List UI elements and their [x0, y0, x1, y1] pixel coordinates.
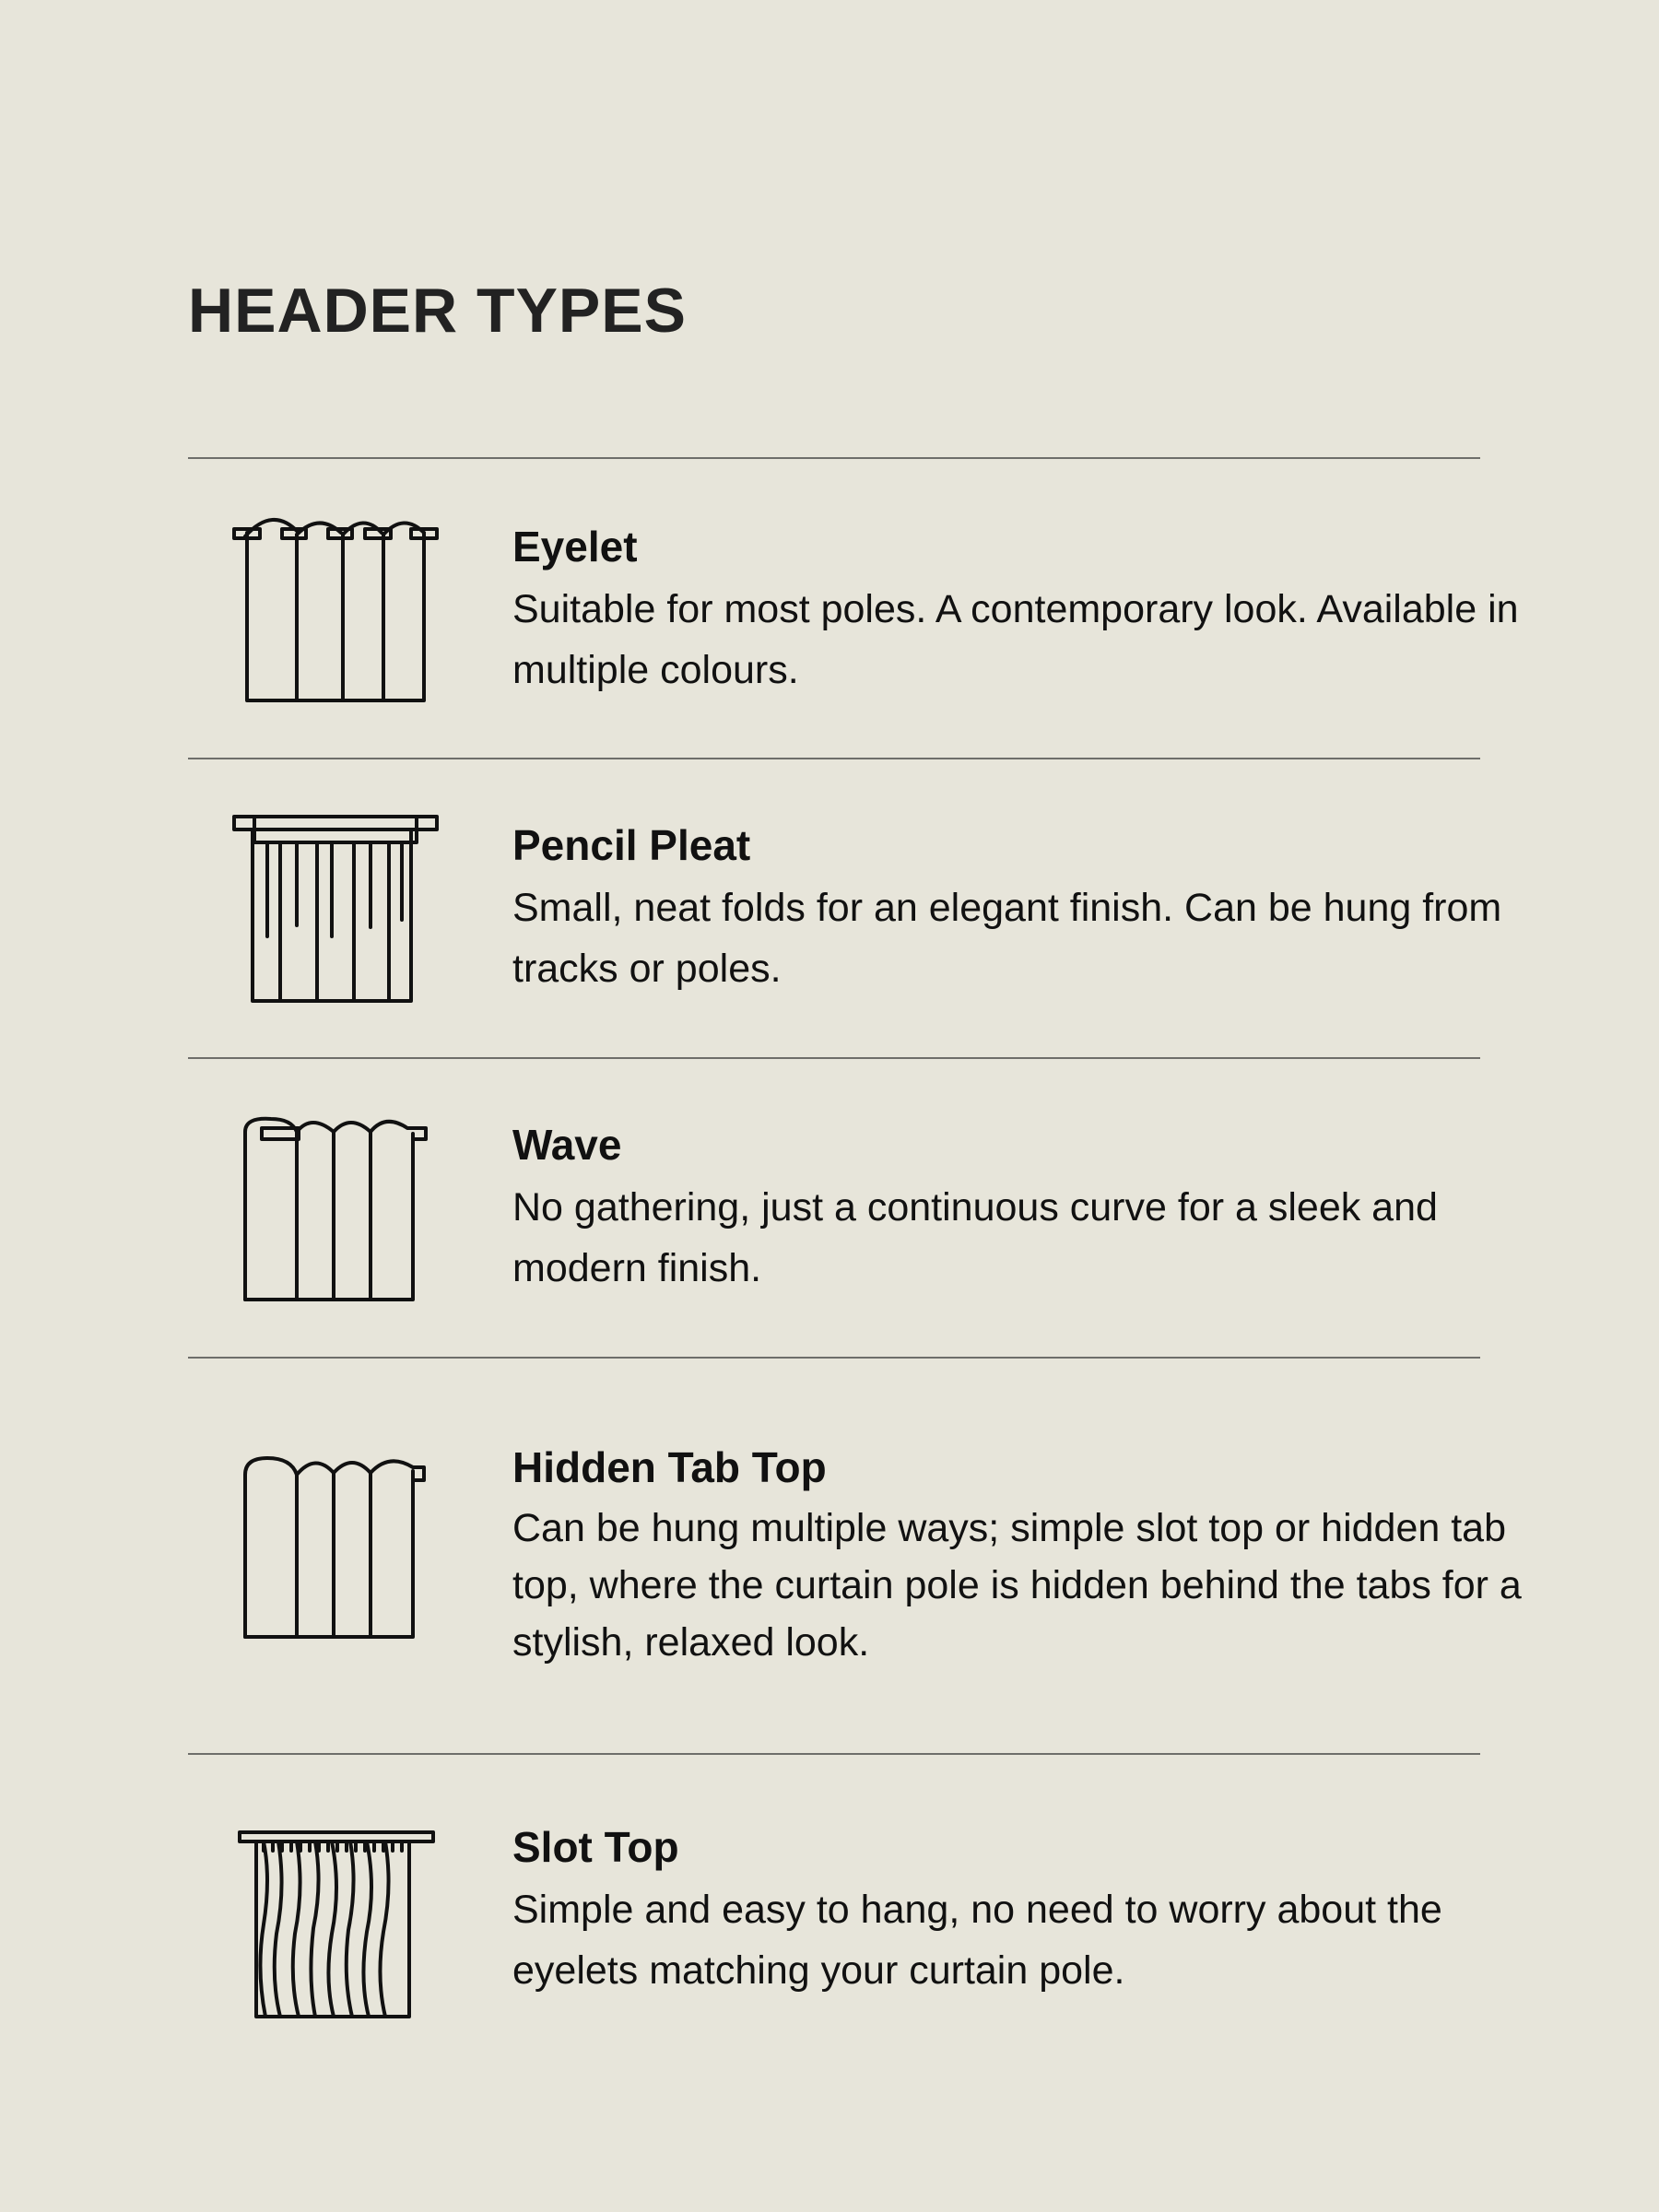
header-type-description: Can be hung multiple ways; simple slot top or hidden tab top, where the curtain pole is hidden behind the tabs for a stylish, relaxed look.	[512, 1506, 1522, 1665]
wave-curtain-icon	[227, 1106, 448, 1313]
header-type-description: Small, neat folds for an elegant finish. Can be hung from tracks or poles.	[512, 886, 1502, 991]
divider	[188, 1357, 1480, 1359]
header-type-title: Pencil Pleat	[512, 821, 751, 869]
divider	[188, 1057, 1480, 1059]
header-type-description: Simple and easy to hang, no need to worry about the eyelets matching your curtain pole.	[512, 1888, 1442, 1993]
hidden-tab-top-curtain-icon	[227, 1443, 448, 1651]
eyelet-curtain-icon	[227, 507, 448, 714]
header-type-description: No gathering, just a continuous curve for a sleek and modern finish.	[512, 1185, 1438, 1290]
slot-top-curtain-icon	[227, 1823, 448, 2030]
header-type-pencil-pleat	[512, 817, 1545, 999]
header-type-eyelet	[512, 518, 1545, 700]
header-type-title: Hidden Tab Top	[512, 1443, 827, 1491]
divider	[188, 758, 1480, 759]
divider	[188, 1753, 1480, 1755]
header-type-title: Eyelet	[512, 523, 638, 571]
header-type-slot-top	[512, 1818, 1545, 2001]
header-type-hidden-tab-top	[512, 1439, 1545, 1671]
divider	[188, 457, 1480, 459]
pencil-pleat-curtain-icon	[227, 807, 448, 1015]
header-type-wave	[512, 1116, 1545, 1299]
page-title: HEADER TYPES	[188, 276, 687, 346]
header-type-title: Wave	[512, 1121, 622, 1169]
header-type-title: Slot Top	[512, 1823, 679, 1871]
header-type-description: Suitable for most poles. A contemporary look. Available in multiple colours.	[512, 587, 1519, 692]
